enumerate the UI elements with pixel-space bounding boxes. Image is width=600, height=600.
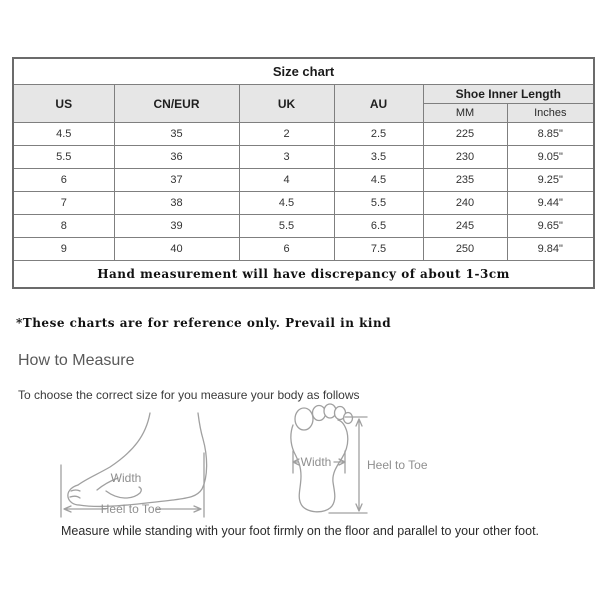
table-row (13, 215, 594, 238)
cell-cn-eur: 38 (114, 192, 239, 215)
measure-instruction-footer: Measure while standing with your foot firmly on the floor and parallel to your other foot. (60, 524, 540, 538)
table-row (13, 238, 594, 261)
cell-cn-eur: 36 (114, 146, 239, 169)
cell-uk: 4.5 (239, 192, 334, 215)
cell-au: 3.5 (334, 146, 423, 169)
column-header-inches: Inches (507, 104, 594, 123)
arrow-vertical (356, 419, 362, 511)
heel-to-toe-label: Heel to Toe (100, 502, 162, 516)
column-header-mm: MM (423, 104, 507, 123)
cell-au: 7.5 (334, 238, 423, 261)
how-to-measure-heading: How to Measure (18, 352, 135, 369)
instep-curl (106, 487, 141, 498)
toe (313, 406, 326, 421)
cell-au: 5.5 (334, 192, 423, 215)
cell-au: 2.5 (334, 123, 423, 146)
cell-inches: 9.65" (507, 215, 594, 238)
cell-inches: 9.44" (507, 192, 594, 215)
reference-only-note: *These charts are for reference only. Prevail in kind (16, 316, 392, 330)
cell-mm: 225 (423, 123, 507, 146)
column-header-cn-eur: CN/EUR (114, 85, 239, 123)
toe-outline (68, 485, 79, 505)
heel-to-toe-label: Heel to Toe (367, 458, 428, 472)
arrow-right (157, 506, 201, 512)
toe (344, 413, 353, 424)
cell-uk: 5.5 (239, 215, 334, 238)
arrow-left (293, 459, 299, 465)
cell-mm: 250 (423, 238, 507, 261)
cell-us: 9 (13, 238, 114, 261)
cell-mm: 245 (423, 215, 507, 238)
cell-au: 6.5 (334, 215, 423, 238)
cell-inches: 8.85" (507, 123, 594, 146)
column-header-au: AU (334, 85, 423, 123)
cell-us: 4.5 (13, 123, 114, 146)
toe-line (71, 490, 80, 491)
foot-side-view-diagram (58, 405, 228, 520)
toe-line (70, 496, 80, 498)
cell-us: 8 (13, 215, 114, 238)
cell-uk: 6 (239, 238, 334, 261)
cell-inches: 9.05" (507, 146, 594, 169)
cell-us: 6 (13, 169, 114, 192)
cell-us: 7 (13, 192, 114, 215)
table-row (13, 123, 594, 146)
foot-top-view-diagram (285, 403, 440, 521)
cell-cn-eur: 39 (114, 215, 239, 238)
cell-cn-eur: 37 (114, 169, 239, 192)
cell-uk: 3 (239, 146, 334, 169)
cell-inches: 9.84" (507, 238, 594, 261)
cell-cn-eur: 40 (114, 238, 239, 261)
cell-mm: 235 (423, 169, 507, 192)
cell-cn-eur: 35 (114, 123, 239, 146)
column-header-us: US (13, 85, 114, 123)
cell-inches: 9.25" (507, 169, 594, 192)
foot-outline (79, 413, 207, 506)
column-header-uk: UK (239, 85, 334, 123)
how-to-measure-intro: To choose the correct size for you measure your body as follows (18, 388, 360, 402)
table-row (13, 169, 594, 192)
size-chart-title: Size chart (13, 58, 594, 85)
big-toe (295, 408, 313, 430)
cell-uk: 2 (239, 123, 334, 146)
width-label: Width (110, 471, 142, 485)
cell-us: 5.5 (13, 146, 114, 169)
arrow-right (334, 459, 345, 465)
table-row (13, 146, 594, 169)
cell-uk: 4 (239, 169, 334, 192)
measurement-discrepancy-note: Hand measurement will have discrepancy of about 1-3cm (13, 261, 594, 289)
cell-au: 4.5 (334, 169, 423, 192)
size-chart-table (12, 57, 595, 289)
table-row (13, 192, 594, 215)
cell-mm: 240 (423, 192, 507, 215)
column-header-shoe-inner-length: Shoe Inner Length (423, 85, 594, 104)
cell-mm: 230 (423, 146, 507, 169)
width-label: Width (300, 455, 332, 469)
